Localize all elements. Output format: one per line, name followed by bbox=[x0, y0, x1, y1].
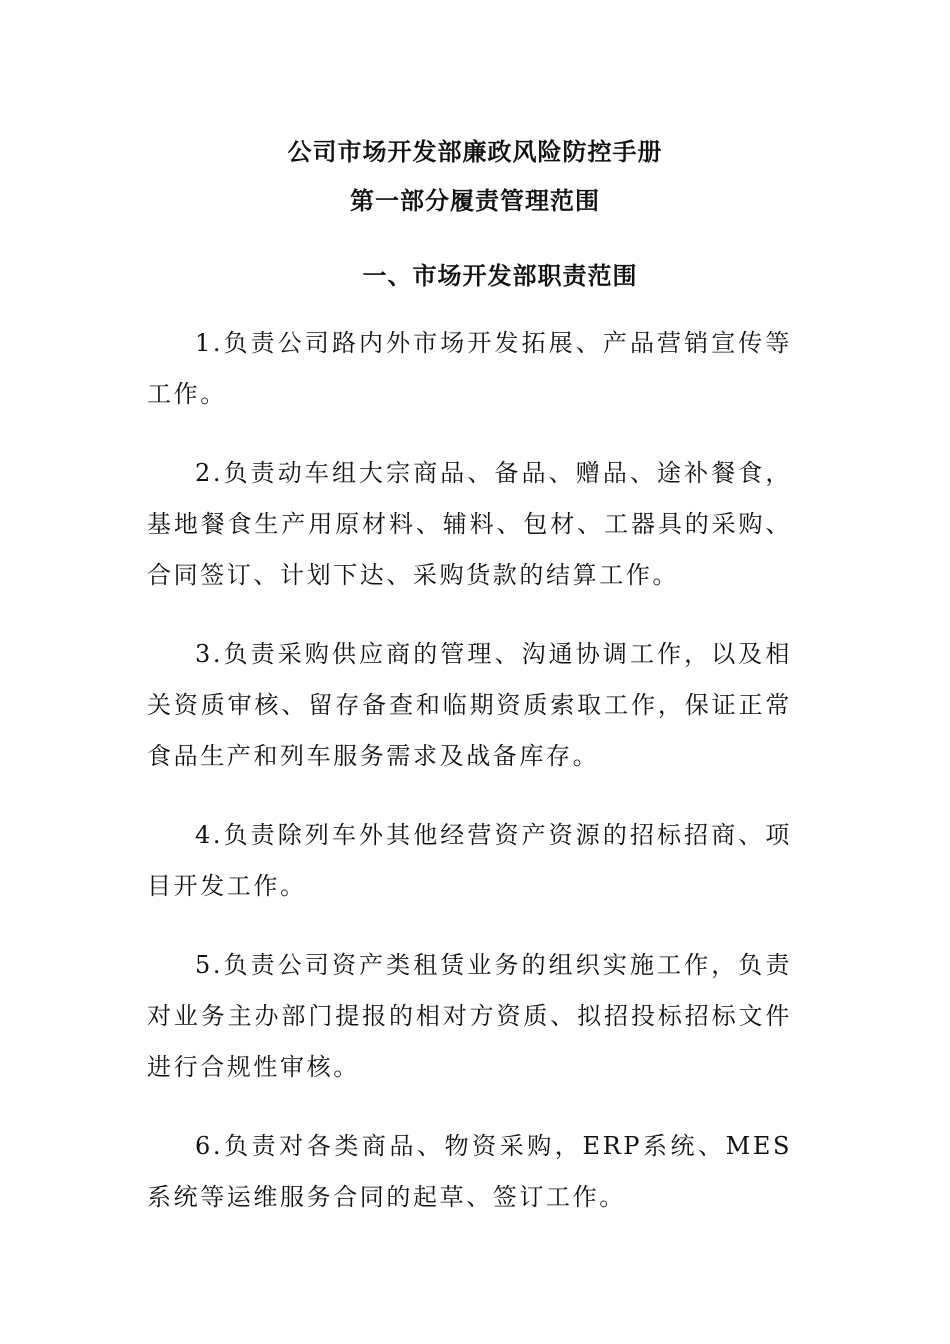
section-heading: 一、市场开发部职责范围 bbox=[362, 261, 638, 290]
paragraph-1: 1.负责公司路内外市场开发拓展、产品营销宣传等工作。 bbox=[147, 329, 792, 408]
document-body bbox=[147, 318, 792, 1251]
paragraph-3: 3.负责采购供应商的管理、沟通协调工作，以及相关资质审核、留存备查和临期资质索取工作，保证正常食品生产和列车服务需求及战备库存。 bbox=[147, 640, 792, 770]
paragraph-2: 2.负责动车组大宗商品、备品、赠品、途补餐食，基地餐食生产用原材料、辅料、包材、工器具的采购、合同签订、计划下达、采购货款的结算工作。 bbox=[147, 459, 792, 589]
document-subtitle: 第一部分履责管理范围 bbox=[350, 186, 600, 215]
document-title: 公司市场开发部廉政风险防控手册 bbox=[287, 137, 663, 166]
paragraph-6: 6.负责对各类商品、物资采购，ERP系统、MES系统等运维服务合同的起草、签订工作。 bbox=[147, 1132, 792, 1211]
paragraph-5: 5.负责公司资产类租赁业务的组织实施工作，负责对业务主办部门提报的相对方资质、拟招投标招标文件进行合规性审核。 bbox=[147, 951, 792, 1081]
paragraph-4: 4.负责除列车外其他经营资产资源的招标招商、项目开发工作。 bbox=[147, 821, 792, 900]
